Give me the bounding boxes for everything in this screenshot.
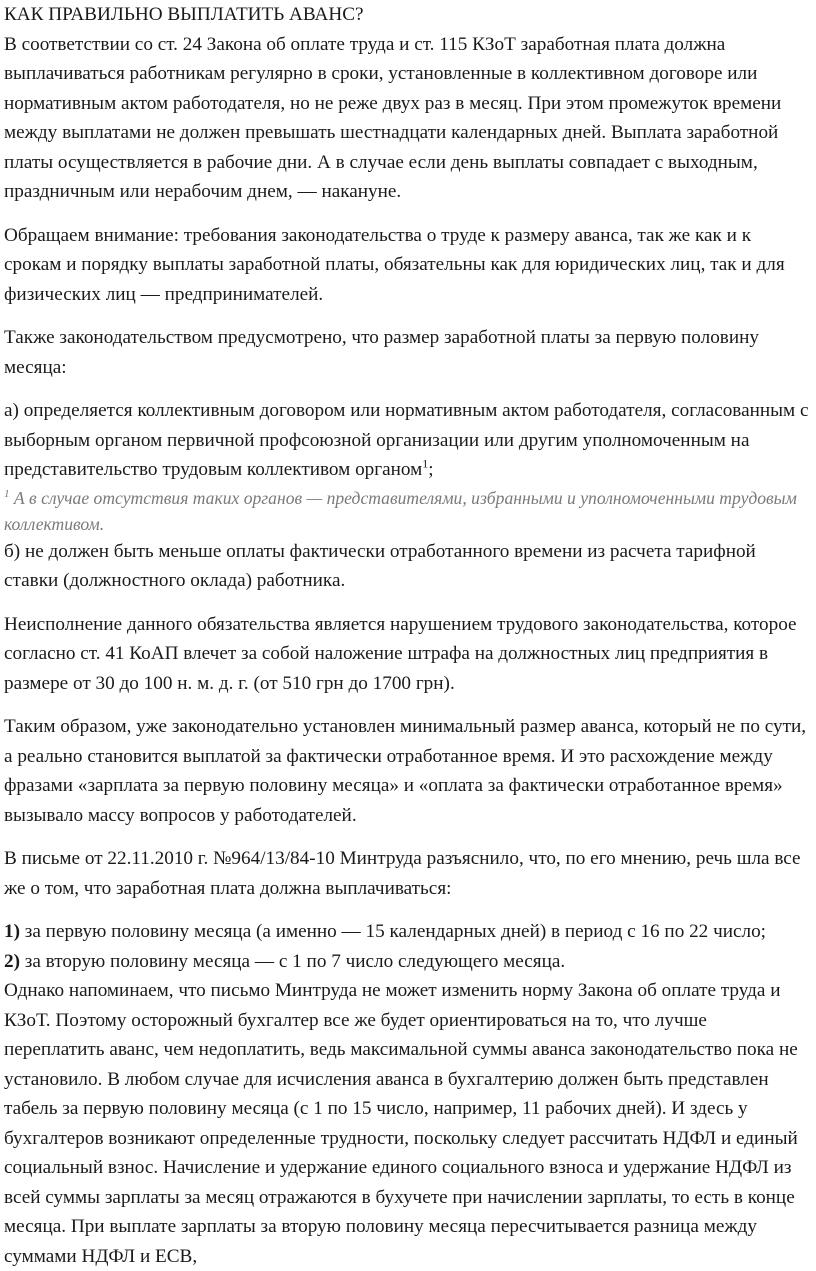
paragraph-penalty: Неисполнение данного обязательства является нарушением трудового законодательства, которое согласно ст. 41 КоАП влечет за собой наложение штрафа на должностных лиц предприятия в размере от 30 до 100 н. м. д. г. (от 510 грн до 1700 грн). [4, 613, 797, 694]
footnote [4, 485, 812, 537]
list-item-b: б) не должен быть меньше оплаты фактически отработанного времени из расчета тарифной ставки (должностного оклада) работника. [4, 540, 756, 591]
numbered-item-2 [4, 947, 812, 977]
paragraph-letter: В письме от 22.11.2010 г. №964/13/84-10 Минтруда разъяснило, что, по его мнению, речь шла все же о том, что заработная плата должна выплачиваться: [4, 848, 801, 899]
numbered-item-1-num: 1) [4, 921, 20, 942]
footnote-mark: 1 [4, 487, 10, 500]
paragraph-first-half: Также законодательством предусмотрено, что размер заработной платы за первую половину месяца: [4, 327, 759, 378]
numbered-item-1-text: за первую половину месяца (а именно — 15 календарных дней) в период с 16 по 22 число; [19, 921, 767, 942]
paragraph-reminder: Однако напоминаем, что письмо Минтруда не может изменить норму Закона об оплате труда и КЗоТ. Поэтому осторожный бухгалтер все же будет ориентироваться на то, что лучше переплатить аванс, чем недоплатить, ведь максимальной суммы аванса законодательство пока не установило. В любом случае для исчисления аванса в бухгалтерию должен быть представлен табель за первую половину месяца (с 1 по 15 число, например, 11 рабочих дней). И здесь у бухгалтеров возникают определенные трудности, поскольку следует рассчитать НДФЛ и единый социальный взнос. Начисление и удержание единого социального взноса и удержание НДФЛ из всей суммы зарплаты за месяц отражаются в бухучете при начислении зарплаты, то есть в конце месяца. При выплате зарплаты за вторую половину месяца пересчитывается разница между суммами НДФЛ и ЕСВ, [4, 980, 798, 1267]
document-title: КАК ПРАВИЛЬНО ВЫПЛАТИТЬ АВАНС? [4, 4, 364, 25]
footnote-ref: 1 [422, 456, 429, 471]
numbered-item-2-text: за вторую половину месяца — с 1 по 7 число следующего месяца. [19, 950, 566, 972]
numbered-item-1 [4, 917, 812, 947]
list-item-a [4, 396, 812, 485]
footnote-text: А в случае отсутствия таких органов — представителями, избранными и уполномоченными трудовым коллективом. [4, 487, 797, 534]
list-item-a-text: а) определяется коллективным договором или нормативным актом работодателя, согласованным с выборным органом первичной профсоюзной организации или другим уполномоченным на представительство трудовым коллективом органом [4, 400, 809, 480]
list-item-a-end: ; [428, 459, 434, 480]
paragraph-attention: Обращаем внимание: требования законодательства о труде к размеру аванса, так же как и к срокам и порядку выплаты заработной платы, обязательны как для юридических лиц, так и для физических лиц — предпринимателей. [4, 224, 785, 305]
paragraph-conclusion: Таким образом, уже законодательно установлен минимальный размер аванса, который не по сути, а реально становится выплатой за фактически отработанное время. И это расхождение между фразами «зарплата за первую половину месяца» и «оплата за фактически отработанное время» вызывало массу вопросов у работодателей. [4, 716, 807, 826]
numbered-item-2-num: 2) [4, 950, 20, 972]
paragraph-legal-basis: В соответствии со ст. 24 Закона об оплате труда и ст. 115 КЗоТ заработная плата должна выплачиваться работникам регулярно в сроки, установленные в коллективном договоре или нормативным актом работодателя, но не реже двух раз в месяц. При этом промежуток времени между выплатами не должен превышать шестнадцати календарных дней. Выплата заработной платы осуществляется в рабочие дни. А в случае если день выплаты совпадает с выходным, праздничным или нерабочим днем, — накануне. [4, 33, 782, 202]
